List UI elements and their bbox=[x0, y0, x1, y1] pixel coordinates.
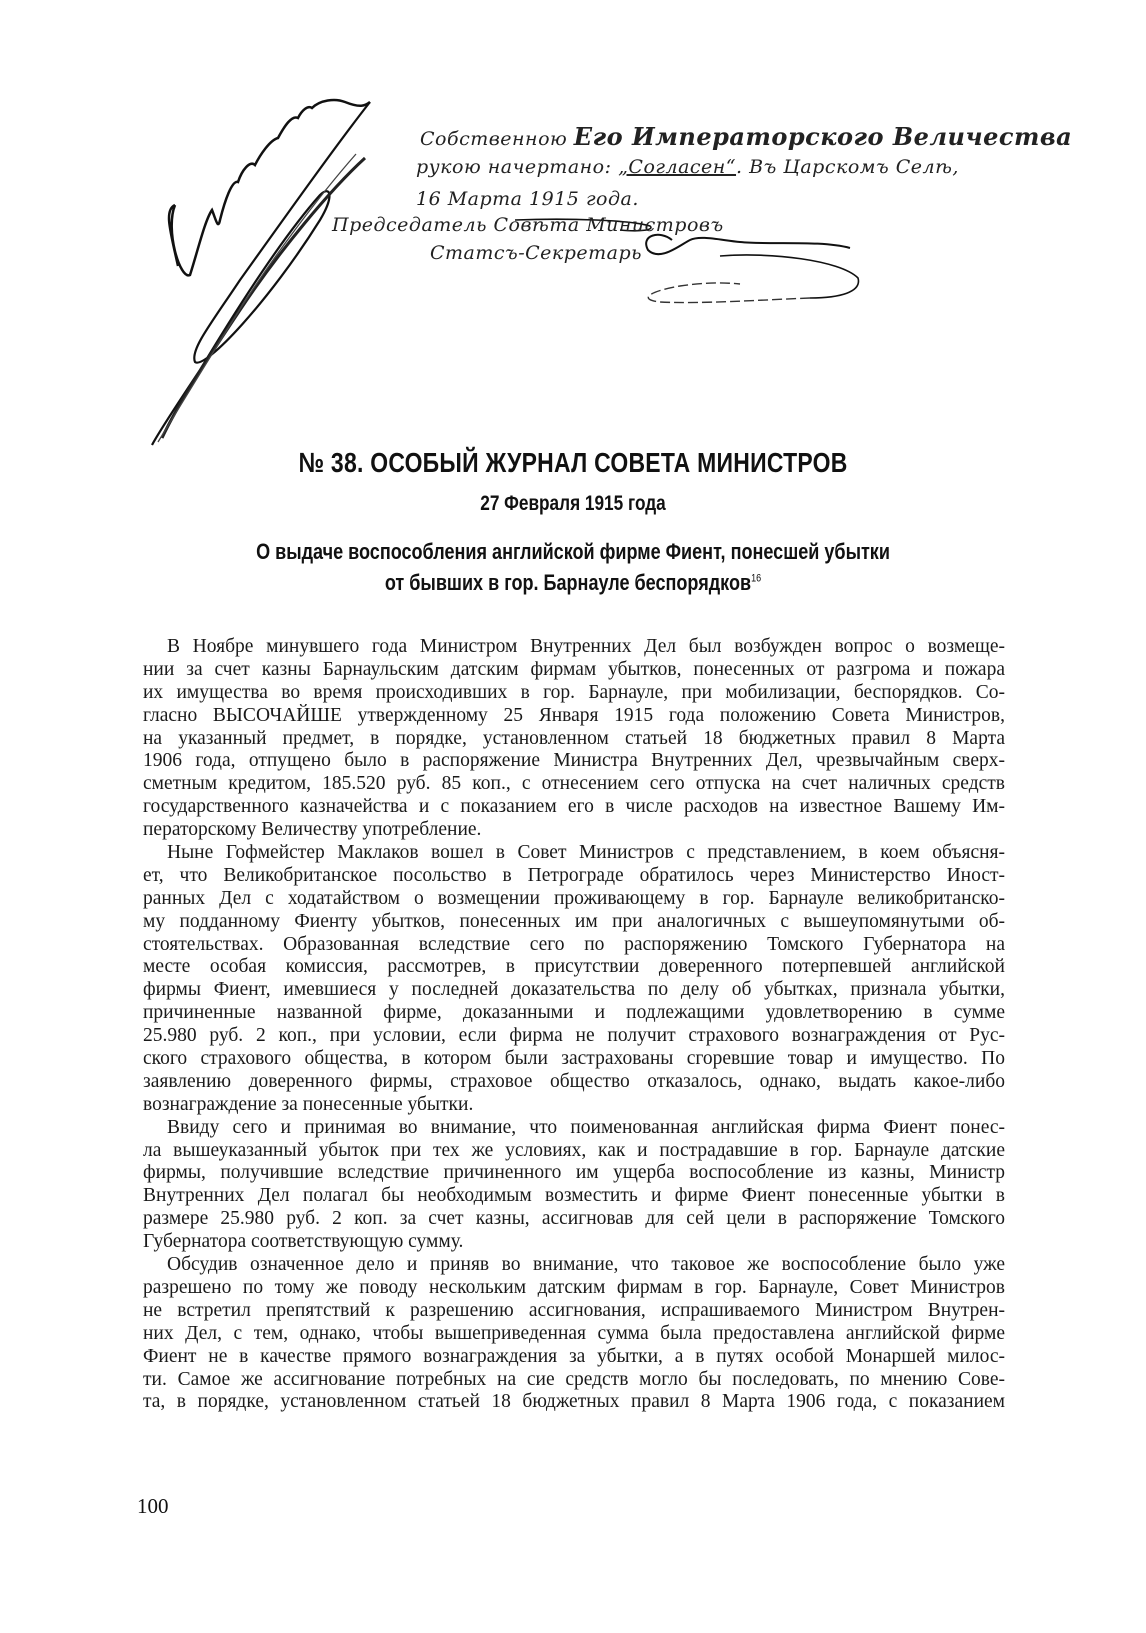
body-line: них Дел, с тем, однако, чтобы вышеприведенная сумма была предоставлена английской фирме bbox=[143, 1322, 1005, 1344]
handwritten-line-5: Статсъ-Секретарь bbox=[430, 242, 643, 264]
document-subject-line-1: О выдаче воспособления английской фирме Фиент, понесшей убытки bbox=[256, 539, 890, 564]
handwritten-text: Собственною bbox=[420, 128, 568, 150]
body-line: Фиент не в качестве прямого вознаграждения за убытки, а в путях особой Монаршей милос- bbox=[143, 1345, 1005, 1367]
footnote-reference[interactable]: 16 bbox=[751, 572, 762, 585]
body-line: на указанный предмет, в порядке, установленном статьей 18 бюджетных правил 8 Марта bbox=[143, 727, 1005, 749]
body-line: нии за счет казны Барнаульским датским фирмам убытков, понесенных от разгрома и пожара bbox=[143, 658, 1005, 680]
handwritten-text: . Въ Царскомъ Селѣ, bbox=[736, 156, 959, 178]
body-line: заявлению доверенного фирмы, страховое общество отказалось, однако, выдать какое-либо bbox=[143, 1070, 1005, 1092]
handwritten-line-1 bbox=[420, 122, 1072, 151]
handwritten-line-3: 16 Марта 1915 года. bbox=[416, 188, 639, 210]
body-line: вознаграждение за понесенные убытки. bbox=[143, 1093, 474, 1115]
body-line: Ныне Гофмейстер Маклаков вошел в Совет Министров с представлением, в коем объясня- bbox=[167, 842, 1005, 864]
body-line: причиненные названной фирме, доказанными и подлежащими удовлетворению в сумме bbox=[143, 1002, 1005, 1024]
body-line: их имущества во время происходивших в гор. Барнауле, при мобилизации, беспорядков. Со- bbox=[143, 681, 1005, 703]
document-date: 27 Февраля 1915 года bbox=[480, 492, 666, 515]
body-line: не встретил препятствий к разрешению ассигнования, испрашиваемого Министром Внутрен- bbox=[143, 1299, 1005, 1321]
page-number: 100 bbox=[137, 1494, 169, 1518]
body-line: му подданному Фиенту убытков, понесенных им при аналогичных с вышеупомянутыми об- bbox=[143, 910, 1005, 932]
body-line: Ввиду сего и принимая во внимание, что поименованная английская фирма Фиент понес- bbox=[167, 1116, 1005, 1138]
body-line: ет, что Великобританское посольство в Петрограде обратилось через Министерство Иност- bbox=[143, 864, 1005, 886]
body-line: Губернатора соответствующую сумму. bbox=[143, 1231, 464, 1253]
body-line: месте особая комиссия, рассмотрев, в присутствии доверенного потерпевшей английской bbox=[143, 956, 1005, 978]
handwritten-line-2 bbox=[416, 156, 959, 178]
handwritten-resolution-block bbox=[120, 70, 1073, 450]
body-line: ти. Самое же ассигнование потребных на сие средств могло бы последовать, по мнению Сове- bbox=[143, 1368, 1005, 1390]
handwritten-text: рукою начертано: bbox=[416, 156, 612, 178]
body-line: та, в порядке, установленном статьей 18 бюджетных правил 8 Марта 1906 года, с показанием bbox=[143, 1391, 1005, 1413]
handwritten-text: Его Императорского Величества bbox=[573, 122, 1073, 151]
handwritten-line-4: Председатель Совѣта Министровъ bbox=[332, 214, 724, 236]
body-line: Обсудив означенное дело и приняв во внимание, что таковое же воспособление было уже bbox=[167, 1254, 1005, 1276]
body-line: ператорскому Величеству употребление. bbox=[143, 819, 482, 841]
body-line: ла вышеуказанный убыток при тех же условиях, как и пострадавшие в гор. Барнауле датские bbox=[143, 1139, 1005, 1161]
body-line: ранных Дел с ходатайством о возмещении проживающему в гор. Барнауле великобританско- bbox=[143, 887, 1005, 909]
body-line: гласно ВЫСОЧАЙШЕ утвержденному 25 Января 1915 года положению Совета Министров, bbox=[143, 704, 1005, 726]
document-body bbox=[143, 636, 1005, 1414]
document-subject-line-2 bbox=[103, 570, 1043, 596]
document-title: № 38. ОСОБЫЙ ЖУРНАЛ СОВЕТА МИНИСТРОВ bbox=[298, 447, 848, 478]
body-line: размере 25.980 руб. 2 коп. за счет казны, ассигновав для сей цели в распоряжение Томского bbox=[143, 1208, 1005, 1230]
body-line: сметным кредитом, 185.520 руб. 85 коп., с отнесением сего отпуска на счет наличных средств bbox=[143, 773, 1005, 795]
body-line: Внутренних Дел полагал бы необходимым возместить и фирме Фиент понесенные убытки в bbox=[143, 1185, 1005, 1207]
body-line: 25.980 руб. 2 коп., при условии, если фирма не получит страхового вознаграждения от Рус- bbox=[143, 1025, 1005, 1047]
body-line: ского страхового общества, в котором были застрахованы сгоревшие товар и имущество. По bbox=[143, 1048, 1005, 1070]
body-line: разрешено по тому же поводу нескольким датским фирмам в гор. Барнауле, Совет Министров bbox=[143, 1276, 1005, 1298]
body-line: государственного казначейства и с показанием его в числе расходов на известное Вашему Им- bbox=[143, 796, 1005, 818]
body-line: стоятельствах. Образованная вследствие сего по распоряжению Томского Губернатора на bbox=[143, 933, 1005, 955]
body-line: 1906 года, отпущено было в распоряжение Министра Внутренних Дел, чрезвычайным сверх- bbox=[143, 750, 1005, 772]
body-line: фирмы Фиент, имевшиеся у последней доказательства по делу об убытках, признала убытки, bbox=[143, 979, 1005, 1001]
body-line: фирмы, получившие вследствие причиненного им ущерба воспособление из казны, Министр bbox=[143, 1162, 1005, 1184]
body-line: В Ноябре минувшего года Министром Внутренних Дел был возбужден вопрос о возмеще- bbox=[167, 636, 1005, 657]
handwritten-resolution-quote: „Согласен“ bbox=[618, 156, 737, 178]
subject-text: от бывших в гор. Барнауле беспорядков bbox=[384, 570, 752, 595]
